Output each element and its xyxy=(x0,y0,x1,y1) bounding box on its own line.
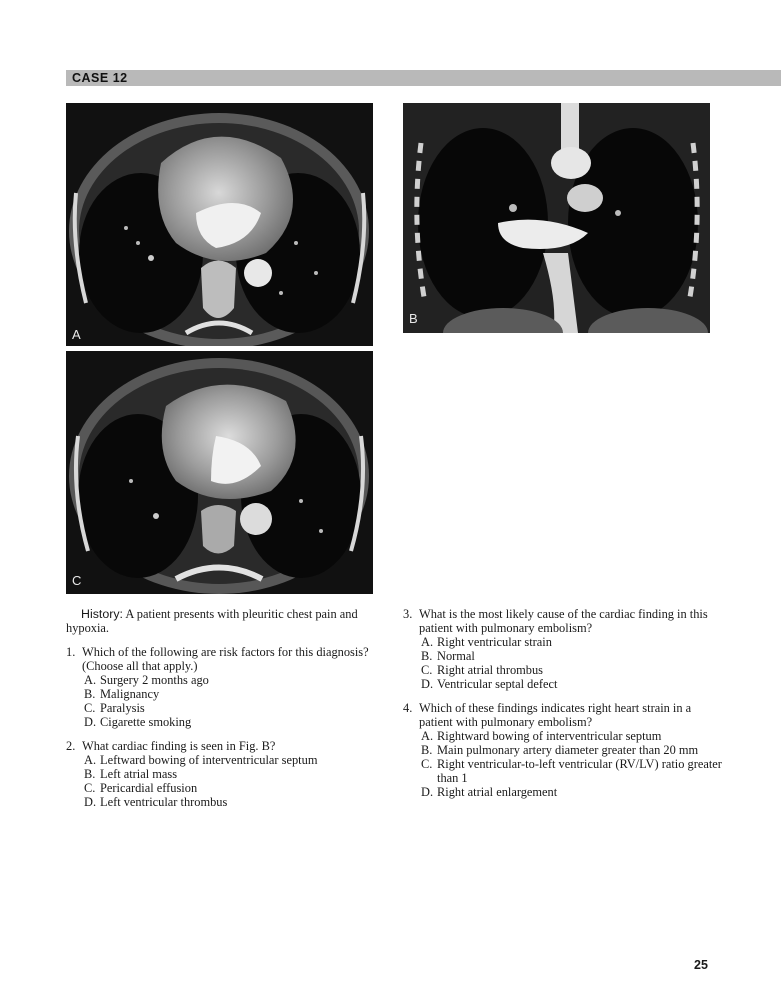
question-2 xyxy=(66,739,376,809)
question-3 xyxy=(403,607,723,691)
question-1 xyxy=(66,645,376,729)
answer-option: A. Surgery 2 months ago xyxy=(84,673,209,687)
history-paragraph xyxy=(66,607,376,635)
question-stem: 4. Which of these findings indicates right heart strain in a patient with pulmonary embolism? xyxy=(403,701,692,729)
left-column xyxy=(66,607,376,819)
answer-option: B. Left atrial mass xyxy=(84,767,178,781)
ct-image-b xyxy=(403,103,710,333)
page-number: 25 xyxy=(694,958,708,972)
history-text: A patient presents with pleuritic chest pain and hypoxia. xyxy=(66,607,358,635)
question-stem: 2. What cardiac finding is seen in Fig. B? xyxy=(66,739,276,753)
answer-option: D. Left ventricular thrombus xyxy=(84,795,228,809)
history-label: History: xyxy=(81,607,123,621)
answer-option: D. Cigarette smoking xyxy=(84,715,192,729)
answer-option: C. Right ventricular-to-left ventricular (RV/LV) ratio greater than 1 xyxy=(421,757,722,785)
figure-c-label: C xyxy=(72,573,82,588)
answer-option: D. Right atrial enlargement xyxy=(421,785,558,799)
case-label: CASE 12 xyxy=(72,71,128,85)
answer-option: A. Leftward bowing of interventricular septum xyxy=(84,753,318,767)
answer-option: C. Right atrial thrombus xyxy=(421,663,543,677)
answer-option: C. Paralysis xyxy=(84,701,145,715)
case-header-bar xyxy=(66,70,781,86)
figure-c-axial-ct xyxy=(66,351,373,594)
answer-option: A. Right ventricular strain xyxy=(421,635,552,649)
answer-option: B. Normal xyxy=(421,649,475,663)
question-stem: 3. What is the most likely cause of the cardiac finding in this patient with pulmonary embolism? xyxy=(403,607,708,635)
answer-option: A. Rightward bowing of interventricular septum xyxy=(421,729,662,743)
figure-a-label: A xyxy=(72,327,81,342)
ct-image-c xyxy=(66,351,373,594)
answer-option: D. Ventricular septal defect xyxy=(421,677,558,691)
figure-b-coronal-ct xyxy=(403,103,710,333)
ct-image-a xyxy=(66,103,373,346)
answer-option: B. Main pulmonary artery diameter greater than 20 mm xyxy=(421,743,699,757)
question-4 xyxy=(403,701,723,799)
right-column xyxy=(403,607,723,809)
figure-a-axial-ct xyxy=(66,103,373,346)
answer-option: B. Malignancy xyxy=(84,687,160,701)
answer-option: C. Pericardial effusion xyxy=(84,781,198,795)
figure-b-label: B xyxy=(409,311,418,326)
question-stem: 1. Which of the following are risk factors for this diagnosis? (Choose all that apply.) xyxy=(66,645,369,673)
